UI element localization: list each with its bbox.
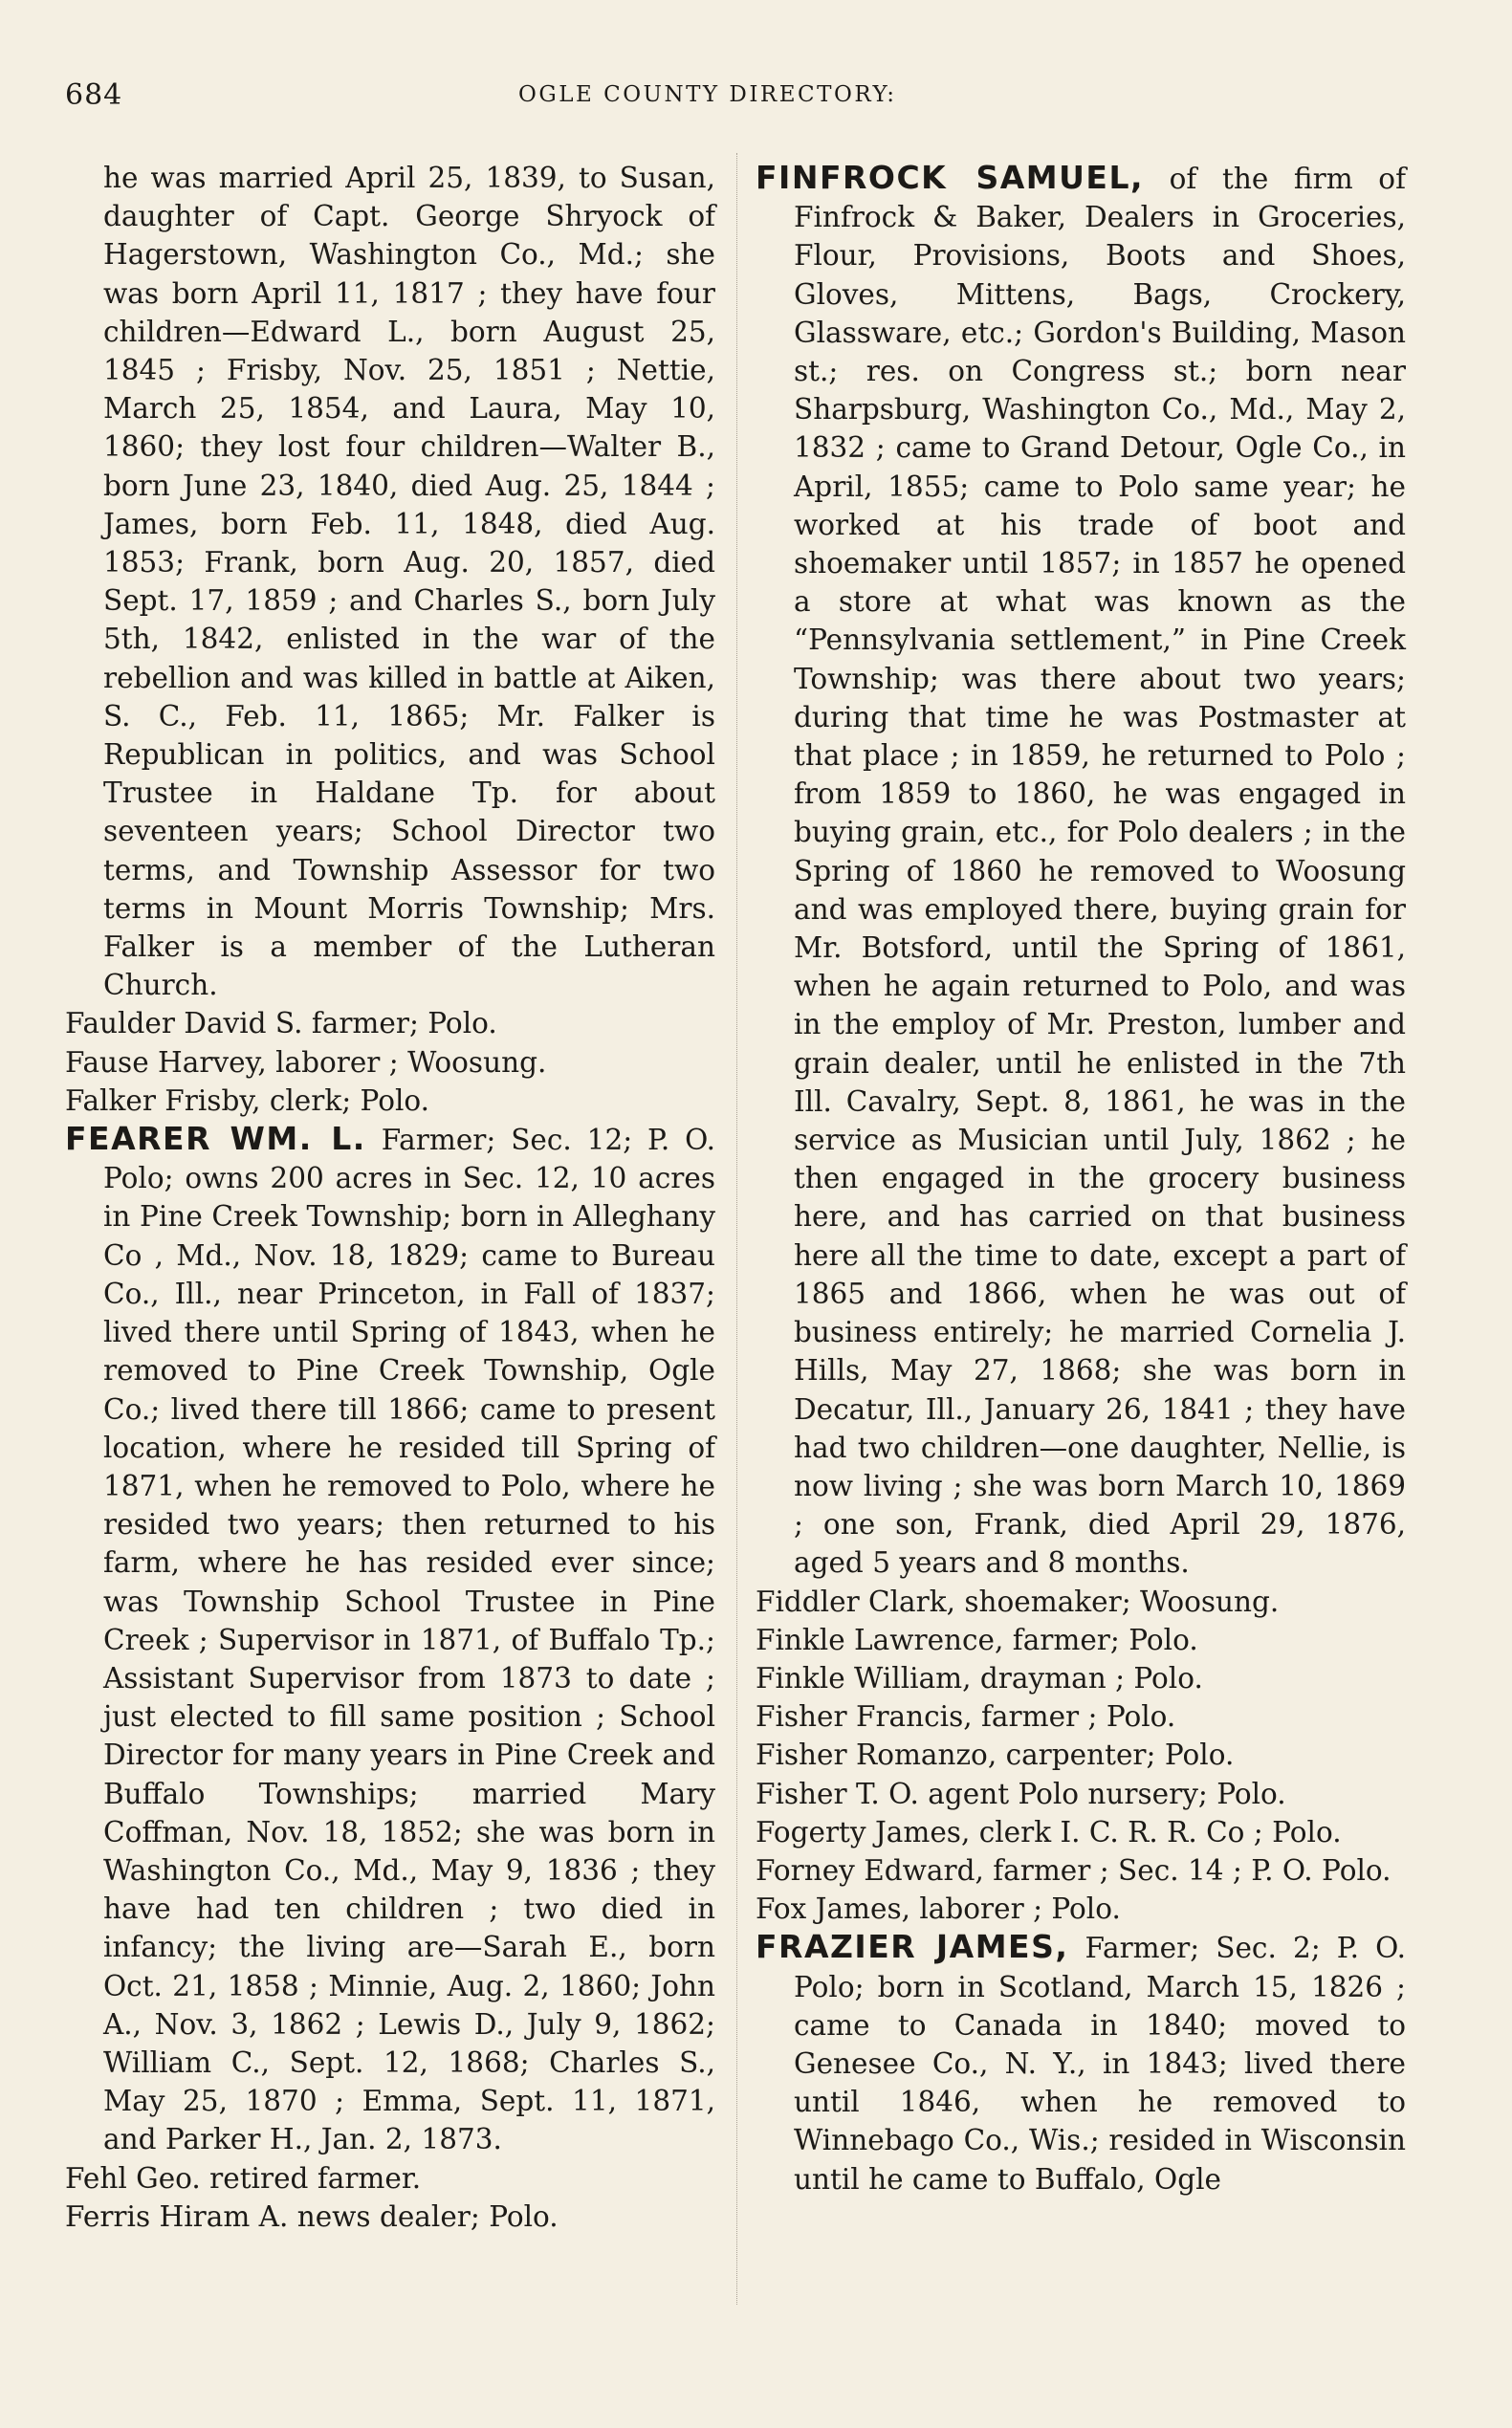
entry-text-fearer: Farmer; Sec. 12; P. O. Polo; owns 200 acres in Sec. 12, 10 acres in Pine Creek Township; born in Alleghany Co , Md., Nov. 18, 1829; came to Bureau Co., Ill., near Princeton, in Fall of 1837; lived there until Spring of 1843, when he removed to Pine Creek Township, Ogle Co.; lived there till 1866; came to present location, where he resided till Spring of 1871, when he removed to Polo, where he resided two years; then returned to his farm, where he has resided ever since; was Township School Trustee in Pine Creek ; Supervisor in 1871, of Buffalo Tp.; Assistant Supervisor from 1873 to date ; just elected to fill same position ; School Director for many years in Pine Creek and Buffalo Townships; married Mary Coffman, Nov. 18, 1852; she was born in Washington Co., Md., May 9, 1836 ; they have had ten children ; two died in infancy; the living are—Sarah E., born Oct. 21, 1858 ; Minnie, Aug. 2, 1860; John A., Nov. 3, 1862 ; Lewis D., July 9, 1862; William C., Sept. 12, 1868; Charles S., May 25, 1870 ; Emma, Sept. 11, 1871, and Parker H., Jan. 2, 1873. <box>103 1124 716 2156</box>
directory-entry-fearer <box>65 1120 715 2158</box>
directory-entry-fogerty: Fogerty James, clerk I. C. R. R. Co ; Polo. <box>756 1815 1342 1848</box>
falker-entry-continuation: he was married April 25, 1839, to Susan, daughter of Capt. George Shryock of Hagerstown, Washington Co., Md.; she was born April 11, 1817 ; they have four children—Edward L., born August 25, 1845 ; Frisby, Nov. 25, 1851 ; Nettie, March 25, 1854, and Laura, May 10, 1860; they lost four children—Walter B., born June 23, 1840, died Aug. 25, 1844 ; James, born Feb. 11, 1848, died Aug. 1853; Frank, born Aug. 20, 1857, died Sept. 17, 1859 ; and Charles S., born July 5th, 1842, enlisted in the war of the rebellion and was killed in battle at Aiken, S. C., Feb. 11, 1865; Mr. Falker is Republican in politics, and was School Trustee in Haldane Tp. for about seventeen years; School Director two terms, and Township Assessor for two terms in Mount Morris Township; Mrs. Falker is a member of the Lutheran Church. <box>103 162 715 1002</box>
directory-entry-fause: Fause Harvey, laborer ; Woosung. <box>65 1045 547 1079</box>
directory-entry-forney: Forney Edward, farmer ; Sec. 14 ; P. O. Polo. <box>756 1853 1391 1887</box>
entry-name-finfrock: FINFROCK SAMUEL, <box>756 159 1145 196</box>
entry-name-frazier: FRAZIER JAMES, <box>756 1928 1069 1966</box>
directory-entry-fisher-francis: Fisher Francis, farmer ; Polo. <box>756 1700 1176 1734</box>
directory-entry-falker: Falker Frisby, clerk; Polo. <box>65 1083 430 1117</box>
directory-entry-finfrock <box>756 159 1406 1583</box>
directory-entry-fiddler: Fiddler Clark, shoemaker; Woosung. <box>756 1585 1280 1618</box>
directory-entry-finkle-william: Finkle William, drayman ; Polo. <box>756 1661 1203 1695</box>
running-title: OGLE COUNTY DIRECTORY: <box>518 82 897 107</box>
directory-entry-ferris: Ferris Hiram A. news dealer; Polo. <box>65 2199 559 2233</box>
directory-entry-frazier <box>756 1928 1406 2198</box>
page-header <box>65 78 1423 117</box>
directory-entry-fox: Fox James, laborer ; Polo. <box>756 1892 1121 1926</box>
entry-name-fearer: FEARER WM. L. <box>65 1120 366 1158</box>
entry-text-finfrock: of the firm of Finfrock & Baker, Dealers in Groceries, Flour, Provisions, Boots and Shoes, Gloves, Mittens, Bags, Crockery, Glassware, etc.; Gordon's Building, Mason st.; res. on Congress st.; born near Sharpsburg, Washington Co., Md., May 2, 1832 ; came to Grand Detour, Ogle Co., in April, 1855; came to Polo same year; he worked at his trade of boot and shoemaker until 1857; in 1857 he opened a store at what was known as the “Pennsylvania settlement,” in Pine Creek Township; was there about two years; during that time he was Postmaster at that place ; in 1859, he returned to Polo ; from 1859 to 1860, he was engaged in buying grain, etc., for Polo dealers ; in the Spring of 1860 he removed to Woosung and was employed there, buying grain for Mr. Botsford, until the Spring of 1861, when he again returned to Polo, and was in the employ of Mr. Preston, lumber and grain dealer, until he enlisted in the 7th Ill. Cavalry, Sept. 8, 1861, he was in the service as Musician until July, 1862 ; he then engaged in the grocery business here, and has carried on that business here all the time to date, except a part of 1865 and 1866, when he was out of business entirely; he married Cornelia J. Hills, May 27, 1868; she was born in Decatur, Ill., January 26, 1841 ; they have had two children—one daughter, Nellie, is now living ; she was born March 10, 1869 ; one son, Frank, died April 29, 1876, aged 5 years and 8 months. <box>794 163 1406 1580</box>
directory-entry-finkle-lawrence: Finkle Lawrence, farmer; Polo. <box>756 1623 1198 1656</box>
entry-text-frazier: Farmer; Sec. 2; P. O. Polo; born in Scotland, March 15, 1826 ; came to Canada in 1840; moved to Genesee Co., N. Y., in 1843; lived there until 1846, when he removed to Winnebago Co., Wis.; resided in Wisconsin until he came to Buffalo, Ogle <box>794 1932 1406 2196</box>
directory-entry-fisher-romanzo: Fisher Romanzo, carpenter; Polo. <box>756 1739 1235 1772</box>
directory-entry-faulder: Faulder David S. farmer; Polo. <box>65 1007 497 1040</box>
right-column <box>756 159 1406 2198</box>
directory-entry-fehl: Fehl Geo. retired farmer. <box>65 2161 422 2195</box>
left-column <box>65 159 715 2236</box>
column-divider <box>736 153 738 2305</box>
page-number: 684 <box>65 78 123 112</box>
directory-entry-fisher-t: Fisher T. O. agent Polo nursery; Polo. <box>756 1777 1286 1810</box>
